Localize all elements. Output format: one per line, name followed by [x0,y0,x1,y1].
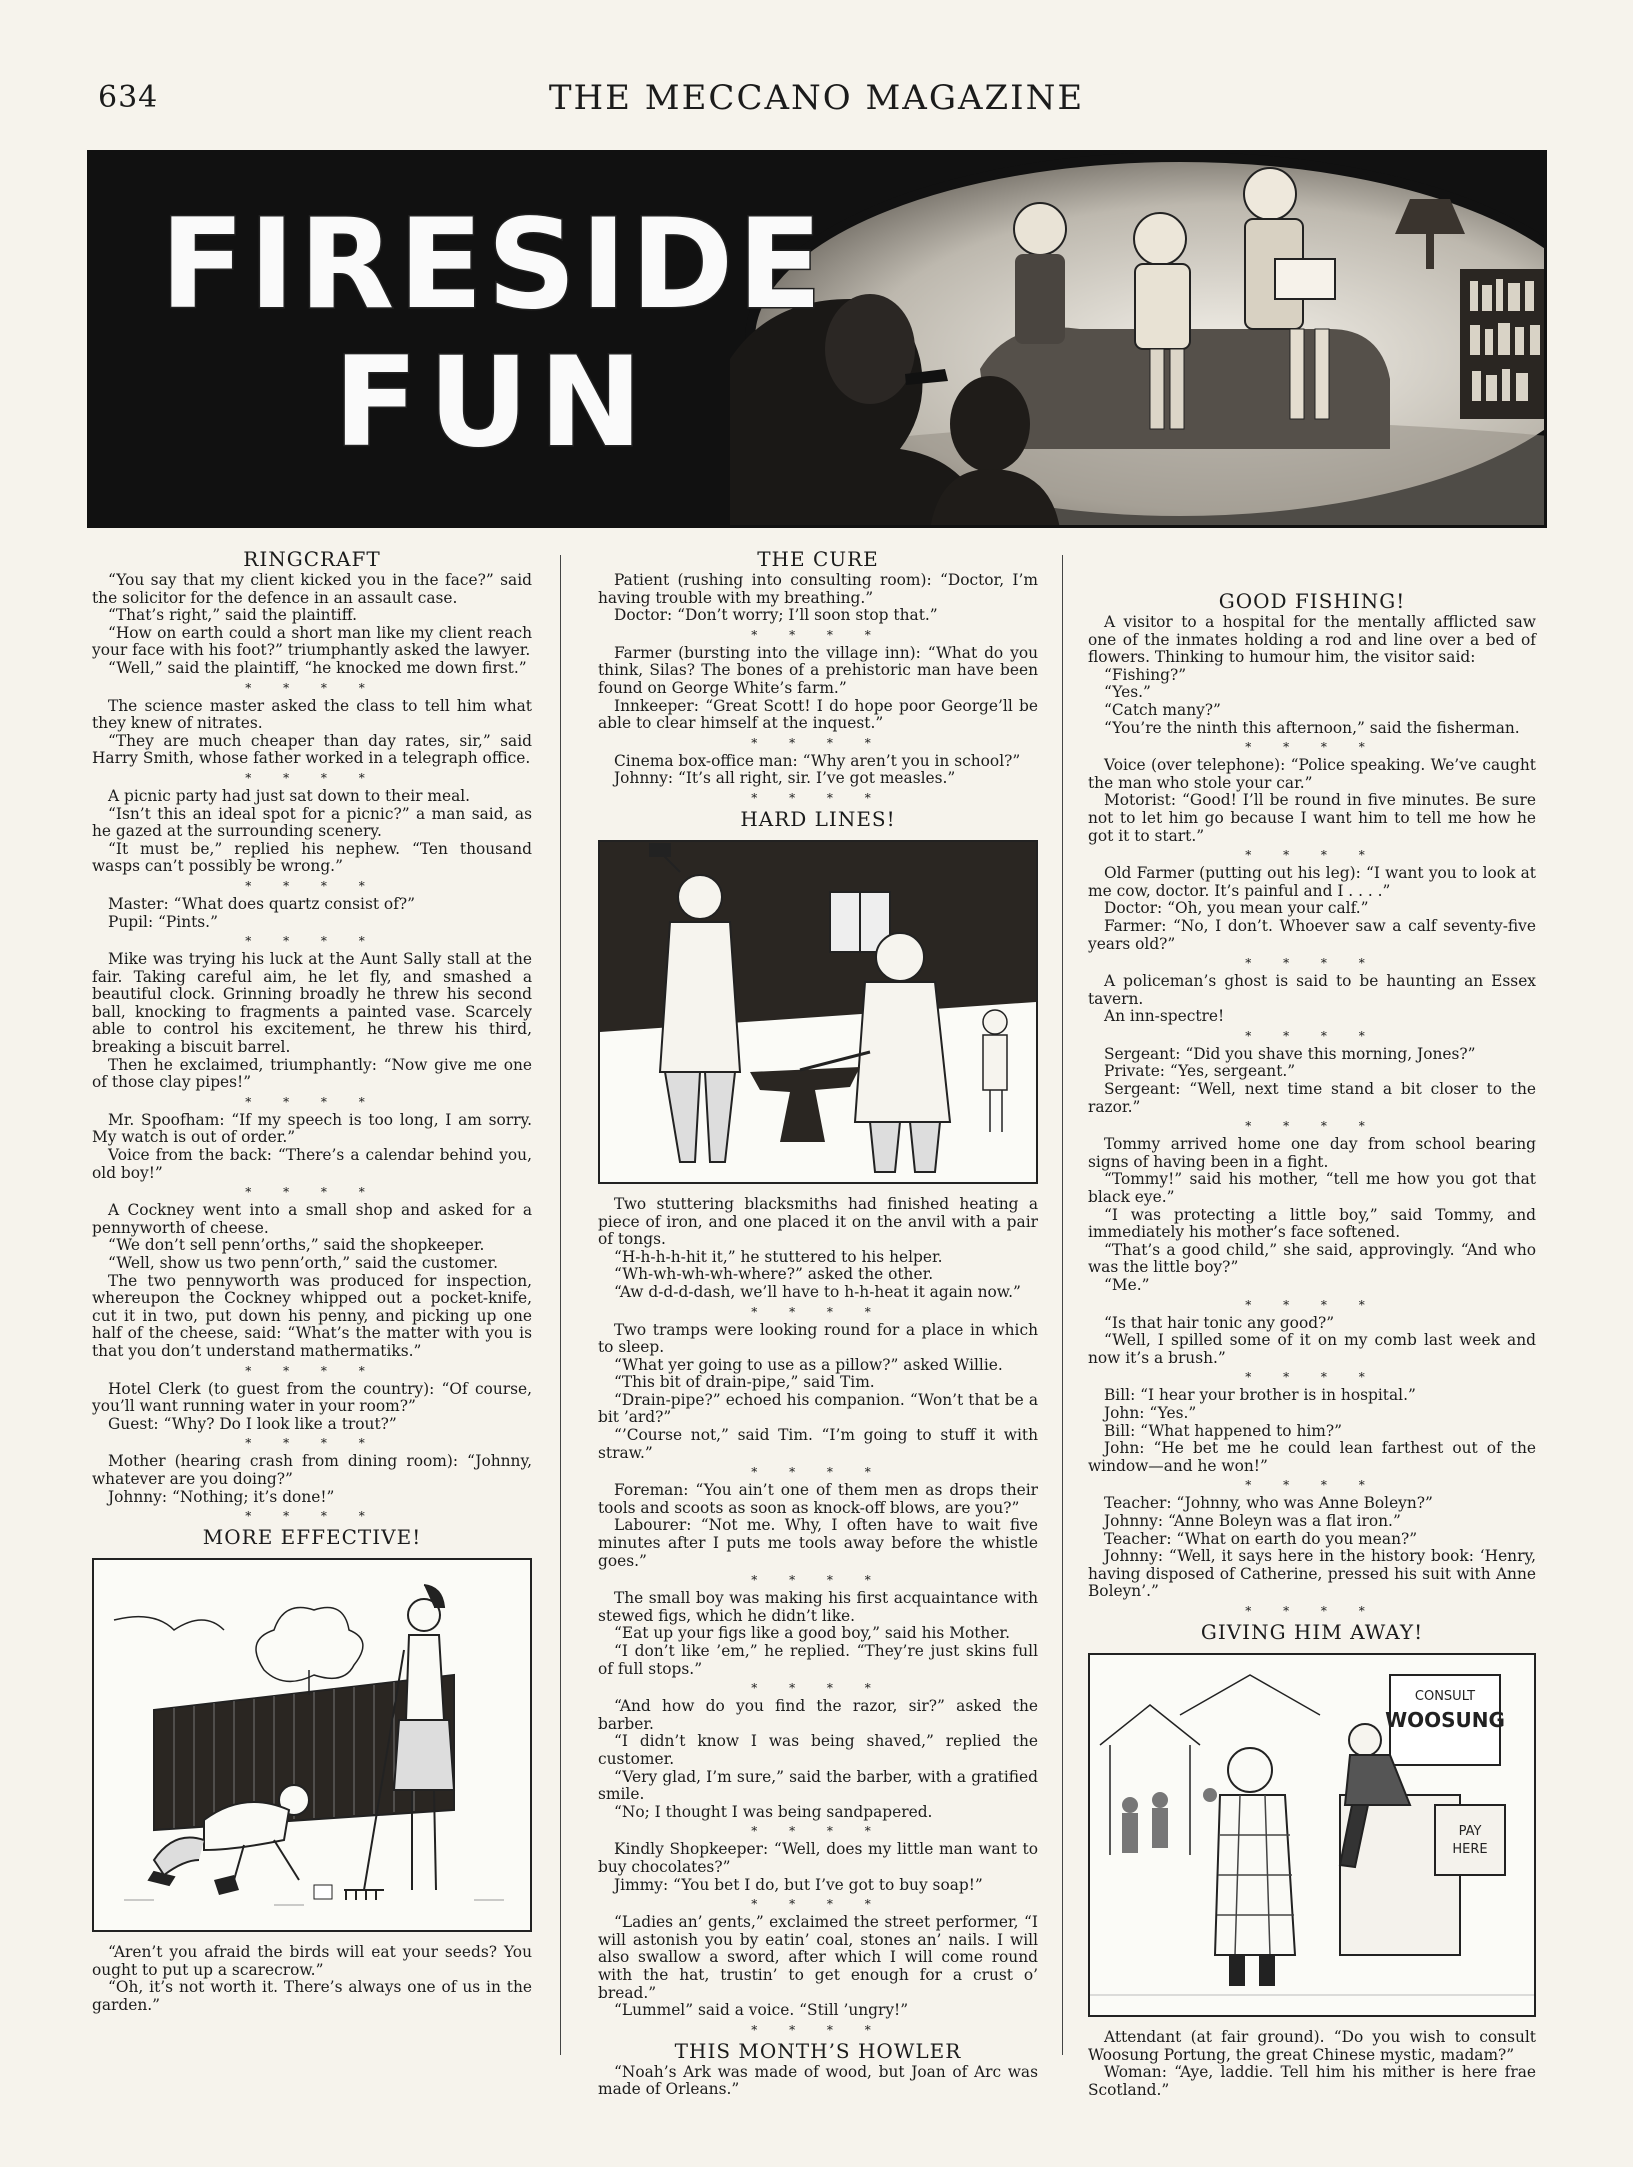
joke-paragraph: Mother (hearing crash from dining room): “Johnny, whatever are you doing?” [92,1452,532,1488]
joke-paragraph: Farmer (bursting into the village inn): “What do you think, Silas? The bones of a prehistoric man have been found on George White’s farm.” [598,643,1038,697]
joke-paragraph: A policeman’s ghost is said to be haunting an Essex tavern. [1088,972,1536,1008]
joke-paragraph: The two pennyworth was produced for inspection, whereupon the Cockney whipped out a pocket-knife, cut it in two, put down his penny, and picking up one half of the cheese, said: “What’s the matter with you is that you don’t understand mathermatiks.” [92,1271,532,1360]
joke-paragraph: Motorist: “Good! I’ll be round in five minutes. Be sure not to let him go because I want him to tell me how he got it to start.” [1088,791,1536,845]
joke-paragraph: “Aw d-d-d-dash, we’ll have to h-h-heat it again now.” [614,1282,1021,1301]
separator-stars: * * * * [1245,1028,1379,1043]
cartoon-blacksmiths [598,840,1038,1184]
separator-stars: * * * * [1245,740,1379,755]
joke-paragraph: Sergeant: “Well, next time stand a bit closer to the razor.” [1088,1080,1536,1116]
column-rule [1062,555,1063,2055]
joke-paragraph: “I didn’t know I was being shaved,” replied the customer. [598,1732,1038,1768]
column-rule [560,555,561,2055]
heading-the-cure: THE CURE [757,547,879,571]
joke-paragraph: “H-h-h-h-hit it,” he stuttered to his helper. [614,1247,943,1266]
joke-paragraph: “Isn’t this an ideal spot for a picnic?” a man said, as he gazed at the surrounding scenery. [92,804,532,841]
sign-here: HERE [1452,1841,1488,1857]
joke-paragraph: Master: “What does quartz consist of?” [108,894,416,913]
separator-stars: * * * * [245,1094,379,1109]
joke-paragraph: Mr. Spoofham: “If my speech is too long, I am sorry. My watch is out of order.” [92,1110,532,1147]
joke-paragraph: “Well, show us two penn’orth,” said the customer. [108,1254,498,1272]
separator-stars: * * * * [1245,1478,1379,1493]
banner-title-line1: FIRESIDE [160,193,827,337]
joke-paragraph: “Fishing?” [1104,665,1187,684]
joke-paragraph: Bill: “What happened to him?” [1104,1421,1342,1440]
joke-paragraph: The small boy was making his first acquaintance with stewed figs, which he didn’t like. [598,1589,1038,1625]
separator-stars: * * * * [245,770,379,785]
fireside-fun-banner [87,150,1547,528]
joke-paragraph: “That’s a good child,” she said, approvingly. “And who was the little boy?” [1088,1240,1536,1277]
banner-title [160,193,827,475]
joke-paragraph: “Eat up your figs like a good boy,” said his Mother. [614,1624,1010,1643]
joke-paragraph: Patient (rushing into consulting room): “Doctor, I’m having trouble with my breathing.” [598,571,1038,607]
joke-paragraph: Johnny: “Anne Boleyn was a flat iron.” [1104,1511,1401,1530]
separator-stars: * * * * [1245,1370,1379,1385]
separator-stars: * * * * [245,1436,379,1451]
caption-paragraph: “Aren’t you afraid the birds will eat your seeds? You ought to put up a scarecrow.” [92,1943,532,1979]
separator-stars: * * * * [751,1304,885,1319]
joke-paragraph: Johnny: “Nothing; it’s done!” [108,1487,335,1506]
banner-title-line2: FUN [333,331,653,475]
joke-paragraph: “That’s right,” said the plaintiff. [108,606,357,625]
joke-paragraph: “Noah’s Ark was made of wood, but Joan of Arc was made of Orleans.” [598,2062,1038,2099]
joke-paragraph: “Is that hair tonic any good?” [1104,1313,1335,1332]
joke-paragraph: “Me.” [1104,1276,1150,1294]
joke-paragraph: Johnny: “Well, it says here in the history book: ‘Henry, having disposed of Catherine, pressed his suit with Anne Boleyn’.” [1088,1547,1536,1601]
separator-stars: * * * * [245,1363,379,1378]
joke-paragraph: Mike was trying his luck at the Aunt Sally stall at the fair. Taking careful aim, he let fly, and smashed a beautiful clock. Grinning broadly he threw his second ball, knocking to fragments a painted vase. Scarcely able to control his excitement, he threw his third, breaking a biscuit barrel. [92,950,532,1057]
joke-paragraph: Innkeeper: “Great Scott! I do hope poor George’ll be able to clear himself at the inquest.” [598,696,1038,733]
joke-paragraph: Sergeant: “Did you shave this morning, Jones?” [1104,1044,1476,1063]
joke-paragraph: “Tommy!” said his mother, “tell me how you got that black eye.” [1088,1170,1536,1207]
sign-pay: PAY [1458,1823,1482,1839]
joke-paragraph: “You say that my client kicked you in the face?” said the solicitor for the defence in an assault case. [92,571,532,607]
joke-paragraph: Hotel Clerk (to guest from the country): “Of course, you’ll want running water in your room?” [92,1379,532,1416]
joke-paragraph: “It must be,” replied his nephew. “Ten thousand wasps can’t possibly be wrong.” [92,839,532,876]
separator-stars: * * * * [751,1681,885,1696]
joke-paragraph: Pupil: “Pints.” [108,912,218,931]
joke-paragraph: Then he exclaimed, triumphantly: “Now give me one of those clay pipes!” [92,1055,532,1092]
joke-paragraph: “I was protecting a little boy,” said Tommy, and immediately his mother’s face softened. [1088,1205,1536,1242]
joke-paragraph: “Yes.” [1104,683,1151,702]
joke-paragraph: “And how do you find the razor, sir?” asked the barber. [598,1697,1038,1733]
joke-paragraph: Johnny: “It’s all right, sir. I’ve got measles.” [614,769,956,788]
joke-paragraph: “Very glad, I’m sure,” said the barber, with a gratified smile. [598,1767,1038,1804]
joke-paragraph: “Drain-pipe?” echoed his companion. “Won’t that be a bit ’ard?” [598,1390,1038,1427]
joke-paragraph: “You’re the ninth this afternoon,” said the fisherman. [1104,718,1520,737]
joke-paragraph: “This bit of drain-pipe,” said Tim. [614,1373,875,1392]
joke-paragraph: Private: “Yes, sergeant.” [1104,1062,1296,1081]
separator-stars: * * * * [751,2022,885,2037]
joke-paragraph: Cinema box-office man: “Why aren’t you in school?” [614,751,1021,770]
heading-more-effective: MORE EFFECTIVE! [202,1525,422,1550]
joke-paragraph: Doctor: “Don’t worry; I’ll soon stop that.” [614,606,938,625]
joke-paragraph: John: “Yes.” [1104,1403,1197,1422]
separator-stars: * * * * [1245,1119,1379,1134]
joke-paragraph: The science master asked the class to tell him what they knew of nitrates. [92,696,532,733]
column-right [1088,590,1536,2099]
separator-stars: * * * * [245,1509,379,1524]
joke-paragraph: “How on earth could a short man like my client reach your face with his foot?” triumphantly asked the lawyer. [92,623,532,660]
column-middle [598,548,1038,2099]
joke-paragraph: Farmer: “No, I don’t. Whoever saw a calf seventy-five years old?” [1088,916,1536,953]
separator-stars: * * * * [751,1897,885,1912]
page-number: 634 [98,80,159,115]
joke-paragraph: “Catch many?” [1104,700,1221,719]
separator-stars: * * * * [245,878,379,893]
joke-paragraph: John: “He bet me he could lean farthest out of the window—and he won!” [1088,1439,1536,1475]
joke-paragraph: “What yer going to use as a pillow?” asked Willie. [614,1355,1003,1374]
heading-giving-him-away: GIVING HIM AWAY! [1200,1619,1424,1644]
sign-woosung: WOOSUNG [1385,1707,1505,1732]
separator-stars: * * * * [751,790,885,805]
joke-paragraph: “No; I thought I was being sandpapered. [614,1802,933,1821]
separator-stars: * * * * [751,1573,885,1588]
joke-paragraph: Voice (over telephone): “Police speaking. We’ve caught the man who stole your car.” [1088,756,1536,792]
heading-howler: THIS MONTH’S HOWLER [674,2038,962,2063]
separator-stars: * * * * [1245,848,1379,863]
sign-consult: CONSULT [1414,1688,1476,1704]
separator-stars: * * * * [751,735,885,750]
separator-stars: * * * * [1245,956,1379,971]
heading-ringcraft: RINGCRAFT [243,547,381,571]
joke-paragraph: Voice from the back: “There’s a calendar behind you, old boy!” [92,1146,532,1182]
joke-paragraph: “Well, I spilled some of it on my comb last week and now it’s a brush.” [1088,1331,1536,1367]
joke-paragraph: Old Farmer (putting out his leg): “I want you to look at me cow, doctor. It’s painful and I . . . .” [1088,864,1536,900]
separator-stars: * * * * [751,627,885,642]
joke-paragraph: Jimmy: “You bet I do, but I’ve got to buy soap!” [614,1875,983,1894]
joke-paragraph: An inn-spectre! [1104,1007,1225,1026]
separator-stars: * * * * [245,1185,379,1200]
joke-paragraph: Two tramps were looking round for a place in which to sleep. [598,1320,1038,1357]
joke-paragraph: Teacher: “What on earth do you mean?” [1104,1529,1418,1548]
cartoon-garden [92,1558,532,1932]
joke-paragraph: “Lummel” said a voice. “Still ’ungry!” [614,2001,909,2020]
joke-paragraph: “Wh-wh-wh-wh-where?” asked the other. [614,1265,934,1284]
caption-paragraph: “Oh, it’s not worth it. There’s always one of us in the garden.” [92,1978,532,2014]
joke-paragraph: Guest: “Why? Do I look like a trout?” [108,1414,397,1433]
joke-paragraph: A picnic party had just sat down to their meal. [108,786,471,805]
joke-paragraph: “We don’t sell penn’orths,” said the shopkeeper. [108,1236,485,1255]
joke-paragraph: “They are much cheaper than day rates, sir,” said Harry Smith, whose father worked in a telegraph office. [92,731,532,768]
separator-stars: * * * * [1245,1297,1379,1312]
caption-paragraph: Woman: “Aye, laddie. Tell him his mither is here frae Scotland.” [1088,2063,1536,2099]
separator-stars: * * * * [1245,1603,1379,1618]
caption-paragraph: Attendant (at fair ground). “Do you wish to consult Woosung Portung, the great Chinese mystic, madam?” [1088,2027,1536,2064]
joke-paragraph: A visitor to a hospital for the mentally afflicted saw one of the inmates holding a rod and line over a bed of flowers. Thinking to humour him, the visitor said: [1088,613,1536,667]
separator-stars: * * * * [751,1824,885,1839]
fireside-illustration [730,150,1547,528]
heading-good-fishing: GOOD FISHING! [1218,589,1406,613]
joke-paragraph: Two stuttering blacksmiths had finished heating a piece of iron, and one placed it on the anvil with a pair of tongs. [598,1194,1038,1249]
joke-paragraph: Doctor: “Oh, you mean your calf.” [1104,899,1369,918]
separator-stars: * * * * [751,1465,885,1480]
joke-paragraph: Kindly Shopkeeper: “Well, does my little man want to buy chocolates?” [598,1840,1038,1876]
joke-paragraph: Bill: “I hear your brother is in hospital.” [1104,1386,1416,1405]
joke-paragraph: “’Course not,” said Tim. “I’m going to stuff it with straw.” [598,1426,1038,1462]
joke-paragraph: Tommy arrived home one day from school bearing signs of having been in a fight. [1088,1135,1536,1171]
magazine-title: THE MECCANO MAGAZINE [548,78,1085,118]
joke-paragraph: “I don’t like ’em,” he replied. “They’re just skins full of full stops.” [598,1642,1038,1678]
joke-paragraph: “Ladies an’ gents,” exclaimed the street performer, “I will astonish you by eatin’ coal, stones an’ nails. I will also swallow a sword, after which I will come round with the hat, trustin’ to get enough for a crust o’ bread.” [598,1913,1038,2002]
separator-stars: * * * * [245,680,379,695]
separator-stars: * * * * [245,934,379,949]
joke-paragraph: “Well,” said the plaintiff, “he knocked me down first.” [108,658,527,677]
joke-paragraph: Teacher: “Johnny, who was Anne Boleyn?” [1104,1494,1433,1513]
column-left [92,548,532,2015]
joke-paragraph: A Cockney went into a small shop and asked for a pennyworth of cheese. [92,1201,532,1237]
joke-paragraph: Labourer: “Not me. Why, I often have to wait five minutes after I puts me tools away before the whistle goes.” [598,1516,1038,1570]
heading-hard-lines: HARD LINES! [740,806,896,831]
cartoon-fairground [1088,1653,1536,2017]
joke-paragraph: Foreman: “You ain’t one of them men as drops their tools and scoots as soon as knock-off blows, are you?” [598,1481,1038,1517]
